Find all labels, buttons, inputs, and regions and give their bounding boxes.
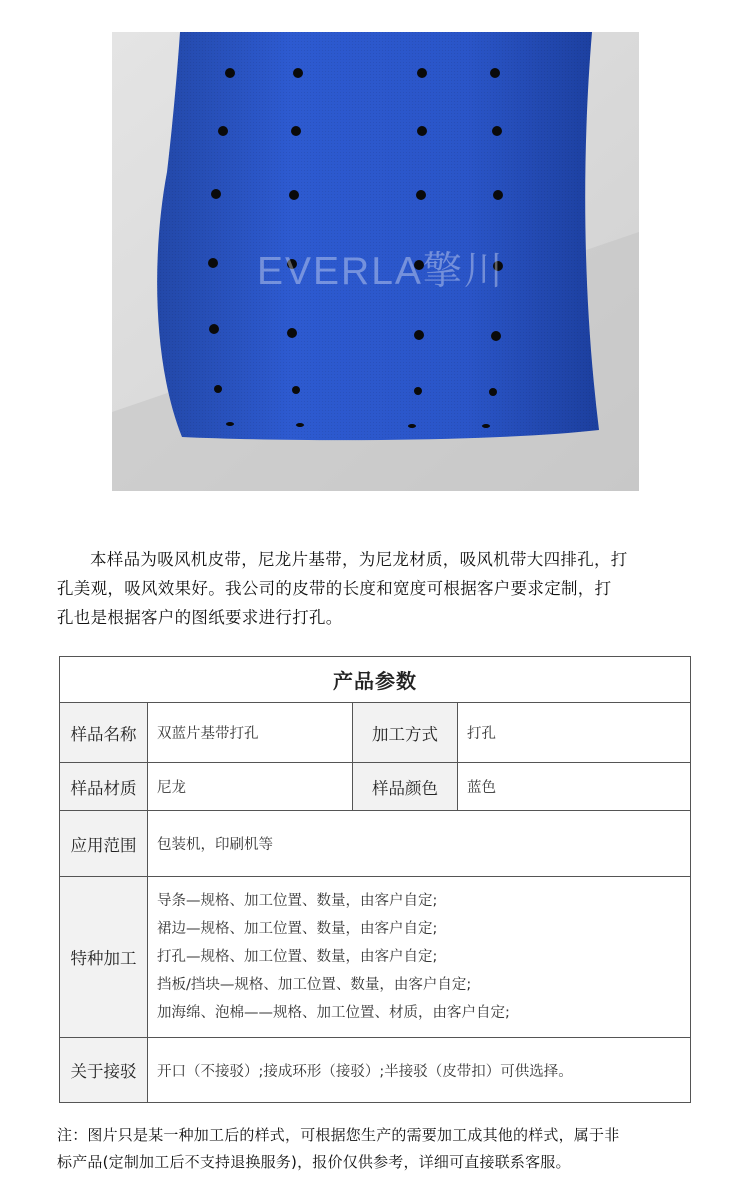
- processing-line: 加海绵、泡棉——规格、加工位置、材质，由客户自定;: [157, 1005, 510, 1021]
- special-processing-label: 特种加工: [60, 877, 148, 1038]
- process-method-label: 加工方式: [353, 703, 458, 763]
- sample-material-label: 样品材质: [60, 763, 148, 811]
- table-row: [60, 877, 691, 1038]
- special-processing-value: [148, 877, 691, 1038]
- intro-paragraph: [57, 545, 697, 632]
- processing-line: 导条—规格、加工位置、数量，由客户自定;: [157, 893, 438, 909]
- splicing-label: 关于接驳: [60, 1038, 148, 1103]
- sample-material-value: 尼龙: [148, 763, 353, 811]
- table-row: [60, 763, 691, 811]
- table-row: [60, 811, 691, 877]
- table-row: [60, 1038, 691, 1103]
- sample-name-label: 样品名称: [60, 703, 148, 763]
- footnote: [57, 1122, 697, 1176]
- intro-line: 孔美观，吸风效果好。我公司的皮带的长度和宽度可根据客户要求定制，打: [57, 579, 612, 598]
- intro-line: 本样品为吸风机皮带，尼龙片基带，为尼龙材质，吸风机带大四排孔，打: [90, 550, 628, 569]
- intro-line: 孔也是根据客户的图纸要求进行打孔。: [57, 608, 343, 627]
- processing-line: 裙边—规格、加工位置、数量，由客户自定;: [157, 921, 438, 937]
- sample-color-value: 蓝色: [458, 763, 691, 811]
- product-params-table: [59, 656, 691, 1103]
- splicing-value: 开口（不接驳）;接成环形（接驳）;半接驳（皮带扣）可供选择。: [148, 1038, 691, 1103]
- application-value: 包装机，印刷机等: [148, 811, 691, 877]
- application-label: 应用范围: [60, 811, 148, 877]
- footnote-line: 标产品(定制加工后不支持退换服务)，报价仅供参考，详细可直接联系客服。: [57, 1153, 571, 1171]
- watermark: EVERLA擎川: [257, 250, 505, 293]
- processing-line: 打孔—规格、加工位置、数量，由客户自定;: [157, 949, 438, 965]
- table-row: [60, 703, 691, 763]
- process-method-value: 打孔: [458, 703, 691, 763]
- processing-line: 挡板/挡块—规格、加工位置、数量，由客户自定;: [157, 977, 472, 993]
- sample-name-value: 双蓝片基带打孔: [148, 703, 353, 763]
- product-photo: [112, 32, 639, 491]
- table-title: 产品参数: [60, 657, 691, 703]
- table-title-row: [60, 657, 691, 703]
- sample-color-label: 样品颜色: [353, 763, 458, 811]
- footnote-line: 注：图片只是某一种加工后的样式，可根据您生产的需要加工成其他的样式，属于非: [57, 1126, 620, 1144]
